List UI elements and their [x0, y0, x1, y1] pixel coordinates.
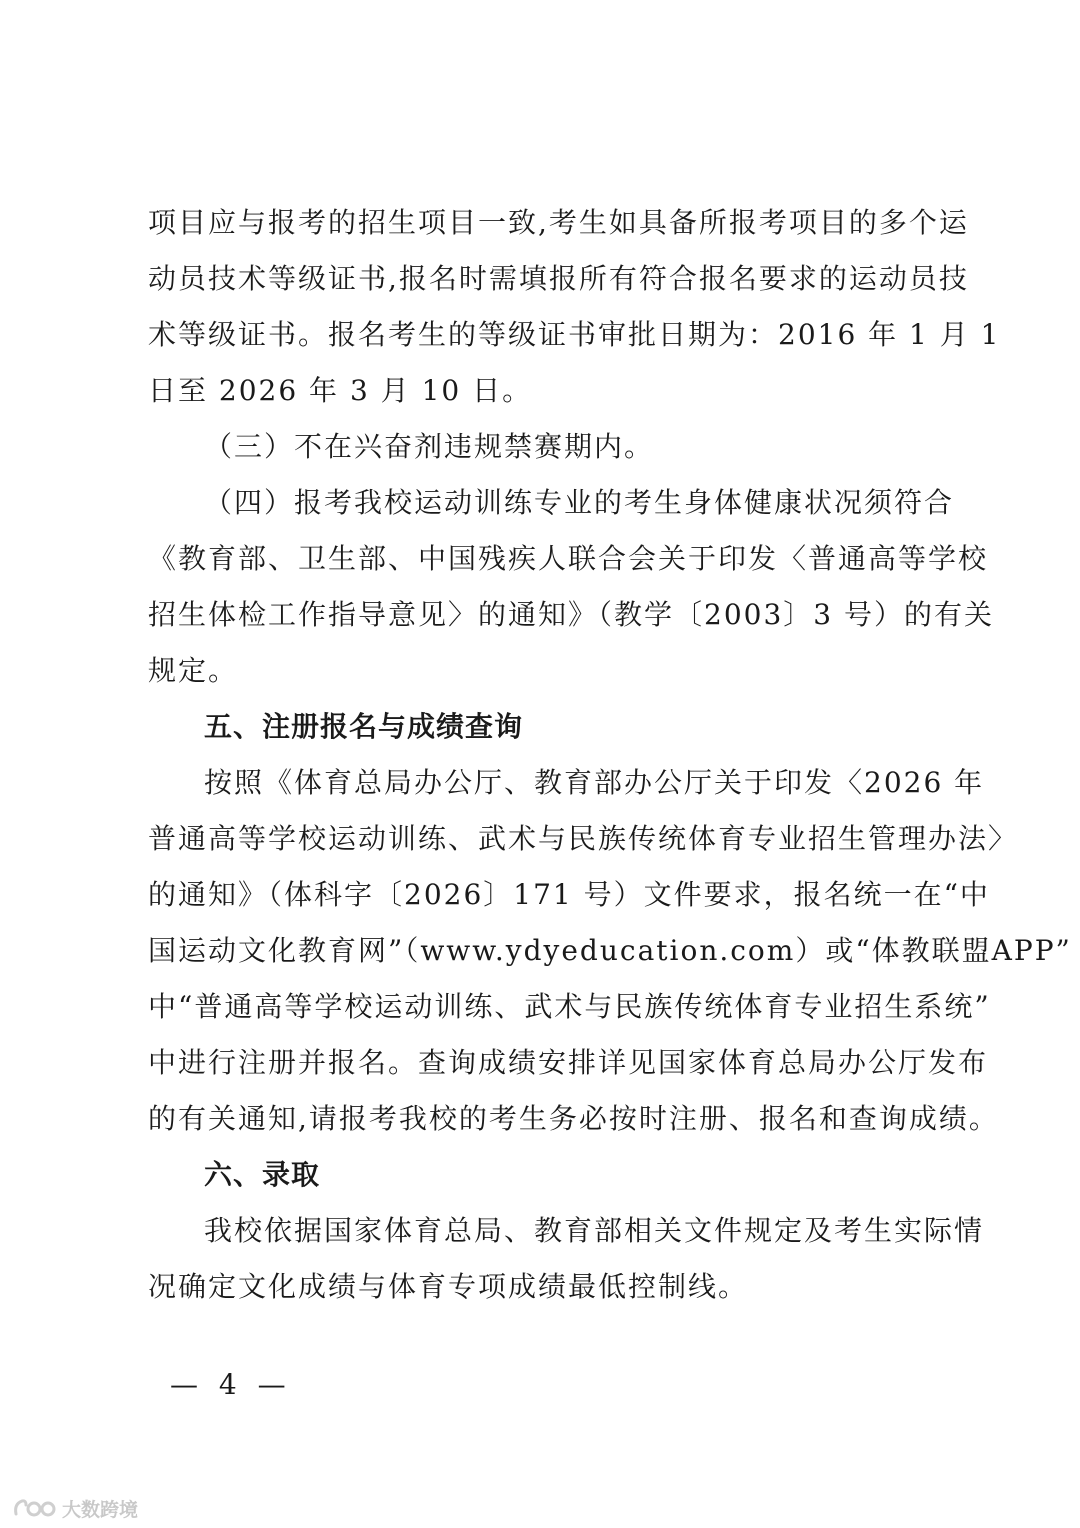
body-text-line: 普通高等学校运动训练、武术与民族传统体育专业招生管理办法〉: [148, 822, 1019, 855]
page-number: — 4 —: [170, 1368, 292, 1401]
section-heading-registration: 五、注册报名与成绩查询: [204, 710, 524, 743]
body-text-line: 《教育部、卫生部、中国残疾人联合会关于印发〈普通高等学校: [148, 542, 989, 575]
list-item-three: （三）不在兴奋剂违规禁赛期内。: [204, 430, 655, 463]
body-text-line: 况确定文化成绩与体育专项成绩最低控制线。: [148, 1270, 749, 1303]
body-text-line: 中“普通高等学校运动训练、武术与民族传统体育专业招生系统”: [148, 990, 991, 1023]
body-text-line: 规定。: [148, 654, 239, 687]
body-text-line: 我校依据国家体育总局、教育部相关文件规定及考生实际情: [204, 1214, 985, 1247]
body-text-line: 国运动文化教育网”（www.ydyeducation.com）或“体教联盟APP”: [148, 934, 1072, 967]
body-text-line: 中进行注册并报名。查询成绩安排详见国家体育总局办公厅发布: [148, 1046, 989, 1079]
body-text-line: 按照《体育总局办公厅、教育部办公厅关于印发〈2026 年: [204, 766, 985, 799]
watermark-logo-icon: [12, 1496, 58, 1520]
list-item-four: （四）报考我校运动训练专业的考生身体健康状况须符合: [204, 486, 955, 519]
body-text-line: 动员技术等级证书,报名时需填报所有符合报名要求的运动员技: [148, 262, 969, 295]
watermark-text: 大数跨境: [62, 1498, 139, 1521]
body-text-line: 日至 2026 年 3 月 10 日。: [148, 374, 533, 407]
body-text-line: 的通知》（体科字〔2026〕171 号）文件要求，报名统一在“中: [148, 878, 990, 911]
body-text-line: 招生体检工作指导意见〉的通知》（教学〔2003〕3 号）的有关: [148, 598, 994, 631]
body-text-line: 的有关通知,请报考我校的考生务必按时注册、报名和查询成绩。: [148, 1102, 999, 1135]
watermark: [12, 1493, 138, 1523]
body-text-line: 项目应与报考的招生项目一致,考生如具备所报考项目的多个运: [148, 206, 969, 239]
body-text-line: 术等级证书。报名考生的等级证书审批日期为：2016 年 1 月 1: [148, 318, 1001, 351]
section-heading-admission: 六、录取: [204, 1158, 321, 1191]
